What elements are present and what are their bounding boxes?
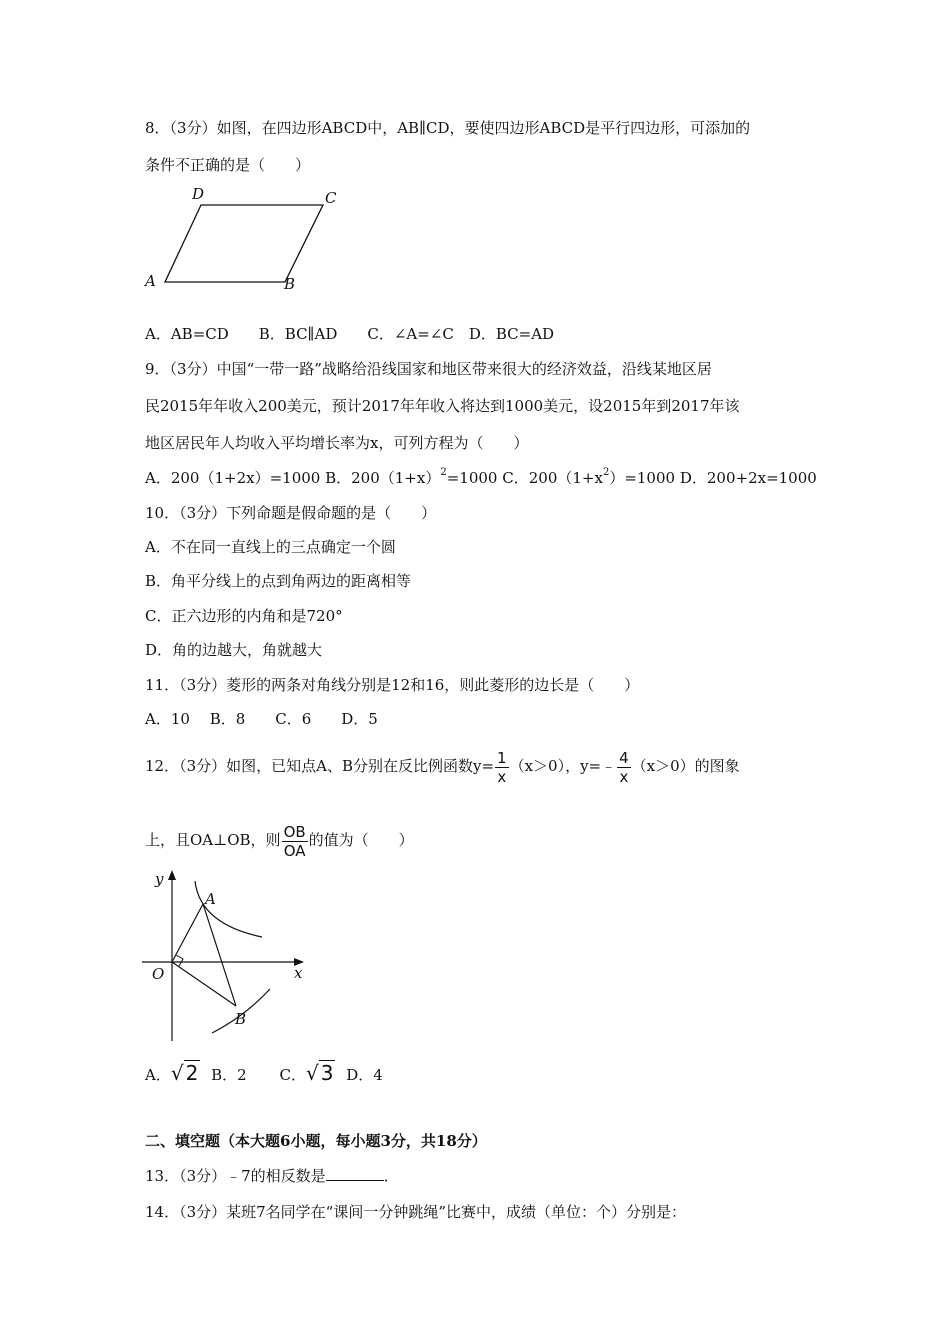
q12-stem-line2: 上，且OA⊥OB，则 $\frac{OB}{OA}$ 的值为（ ） [145, 822, 414, 860]
q12-option-a: A．√ 2 [145, 1061, 199, 1085]
label-y: y [155, 870, 164, 888]
q14-stem: 14．（3分）某班7名同学在“课间一分钟跳绳”比赛中，成绩（单位：个）分别是： [145, 1203, 687, 1221]
q11-options: A．10 B．8 C．6 D．5 [145, 710, 378, 728]
label-C: C [325, 189, 337, 207]
fraction-ob-over-oa: $\frac{OB}{OA}$ [283, 822, 306, 860]
parallelogram-figure [140, 182, 350, 297]
inverse-function-figure [140, 866, 310, 1046]
q10-option-c: C．正六边形的内角和是720° [145, 607, 343, 625]
q10-option-b: B．角平分线上的点到角两边的距离相等 [145, 572, 412, 590]
label-B: B [284, 275, 296, 293]
q12-option-d: D．4 [346, 1066, 383, 1084]
q12-option-b: B．2 [211, 1066, 247, 1084]
q9-stem-line3: 地区居民年人均收入平均增长率为x，可列方程为（ ） [145, 434, 529, 452]
q9-option-d: D．200+2x=1000 [679, 469, 817, 487]
q9-option-b: B．$200(1+x)^2=1000$ [325, 467, 498, 487]
answer-blank [326, 1166, 384, 1181]
label-D: D [192, 185, 205, 203]
fraction-4-over-x: $\frac{4}{x}$ [619, 748, 629, 786]
q10-stem: 10．（3分）下列命题是假命题的是（ ） [145, 504, 437, 522]
label-A: A [205, 890, 216, 908]
q9-options [145, 468, 817, 488]
section-heading: 二、填空题（本大题6小题，每小题3分，共18分） [145, 1132, 487, 1150]
q9-option-a: A．200（1+2x）=1000 [145, 469, 321, 487]
label-x: x [294, 964, 303, 982]
sqrt-3: √ 3 [305, 1061, 334, 1085]
q12-option-c: C．√ 3 [279, 1061, 334, 1085]
sqrt-2: √ 2 [170, 1061, 199, 1085]
q9-option-c: C．$200(1+x^2)=1000$ [502, 467, 676, 487]
label-A: A [145, 272, 156, 290]
q8-stem-line2: 条件不正确的是（ ） [145, 156, 311, 174]
q10-option-d: D．角的边越大，角就越大 [145, 641, 323, 659]
label-B: B [235, 1010, 247, 1028]
fraction-1-over-x: $\frac{1}{x}$ [497, 748, 507, 786]
q8-options: A．AB=CD B．BC∥AD C．∠A=∠C D．BC=AD [145, 325, 555, 343]
q9-stem-line2: 民2015年年收入200美元，预计2017年年收入将达到1000美元，设2015年到2017年该 [145, 397, 740, 415]
q12-stem-line1: 12．（3分）如图，已知点A、B分别在反比例函数y= $\frac{1}{x}$ （x＞0），y=﹣ $\frac{4}{x}$ （x＞0）的图象 [145, 748, 740, 786]
q10-option-a: A．不在同一直线上的三点确定一个圆 [145, 538, 396, 556]
q8-stem-line1: 8．（3分）如图，在四边形ABCD中，AB∥CD，要使四边形ABCD是平行四边形，可添加的 [145, 119, 751, 137]
label-O: O [152, 965, 165, 983]
q13-stem: 13．（3分）﹣7的相反数是 ． [145, 1167, 399, 1185]
q11-stem: 11．（3分）菱形的两条对角线分别是12和16，则此菱形的边长是（ ） [145, 676, 640, 694]
q9-stem-line1: 9．（3分）中国“一带一路”战略给沿线国家和地区带来很大的经济效益，沿线某地区居 [145, 360, 712, 378]
q12-options [145, 1060, 383, 1088]
